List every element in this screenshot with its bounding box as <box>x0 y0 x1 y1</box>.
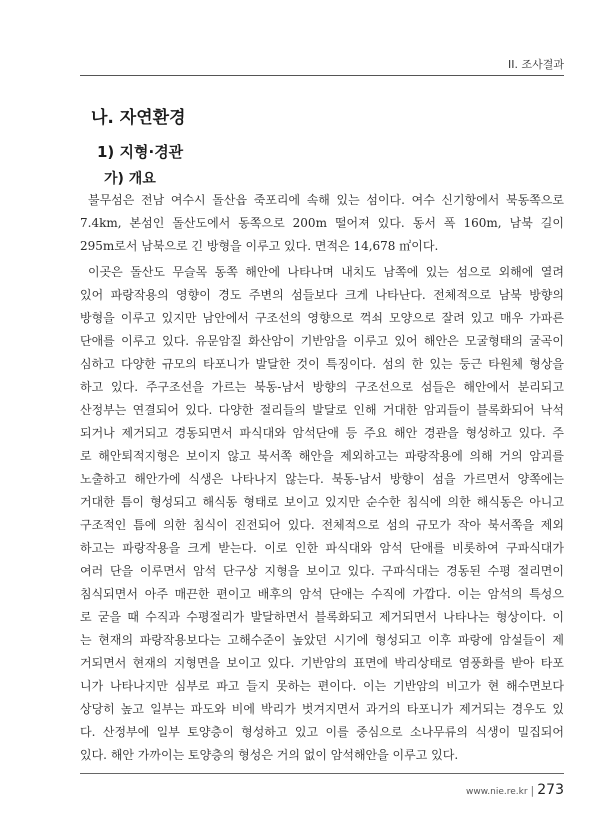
text-line: 여러 단을 이루면서 암석 단구상 지형을 보이고 있다. 구파식대는 경동된 수평 절리면이 <box>80 564 564 578</box>
text-line: 니가 나타나지만 심부로 파고 들지 못하는 편이다. 이는 기반암의 비고가 현 해수면보다 <box>80 679 564 693</box>
heading-overview: 가) 개요 <box>104 171 156 187</box>
text-line: 다. 산정부에 일부 토양층이 형성하고 있고 이를 중심으로 소나무류의 식생이 밀집되어 <box>80 725 564 739</box>
text-line: 노출하고 해안가에 식생은 나타나지 않는다. 북동-남서 방향이 섬을 가르면서 양쪽에는 <box>80 472 564 486</box>
text-line: 산정부는 연결되어 있다. 다양한 절리들의 발달로 인해 거대한 암괴들이 블록화되어 낙석 <box>80 403 564 417</box>
text-line: 방형을 이루고 있지만 남안에서 구조선의 영향으로 꺽쇠 모양으로 잘려 있고 매우 가파른 <box>80 311 564 325</box>
text-line: 침식되면서 아주 매끈한 편이고 배후의 암석 단애는 수직에 가깝다. 이는 암석의 특성으 <box>80 587 564 601</box>
text-line: 되거나 제거되고 경동되면서 파식대와 암석단애 등 주요 해안 경관을 형성하고 있다. 주 <box>80 426 564 440</box>
text-line: 있다. 해안 가까이는 토양층의 형성은 거의 없이 암석해안을 이루고 있다. <box>80 748 459 762</box>
text-line: 심하고 다양한 규모의 타포니가 발달한 것이 특징이다. 섬의 한 있는 둥근 타원체 형상을 <box>80 357 564 371</box>
text-line: 거대한 틈이 형성되고 해식동 형태로 보이고 있지만 순수한 침식에 의한 해식동은 아니고 <box>80 495 564 509</box>
text-line: 는 현재의 파랑작용보다는 고해수준이 높았던 시기에 형성되고 이후 파랑에 암설들이 제 <box>80 633 564 647</box>
heading-topography-landscape: 1) 지형·경관 <box>97 143 184 161</box>
text-line: 로 해안퇴적지형은 보이지 않고 북서쪽 해안을 제외하고는 파랑작용에 의해 거의 암괴를 <box>80 449 564 463</box>
paragraph-1 <box>80 189 564 258</box>
text-line: 하고는 파랑작용을 크게 받는다. 이로 인한 파식대와 암석 단애를 비롯하여 구파식대가 <box>80 541 564 555</box>
text-line: 상당히 높고 일부는 파도와 비에 박리가 벗겨지면서 과거의 타포니가 제거되는 경우도 있 <box>80 702 564 716</box>
heading-natural-environment: 나. 자연환경 <box>91 108 186 128</box>
text-line: 이곳은 돌산도 무슬목 동쪽 해안에 나타나며 내치도 남쪽에 있는 섬으로 외해에 열려 <box>88 265 564 279</box>
text-line: 있어 파랑작용의 영향이 경도 주변의 섬들보다 크게 나타난다. 전체적으로 남북 방향의 <box>80 288 564 302</box>
text-line: 295m로서 남북으로 긴 방형을 이루고 있다. 면적은 14,678 ㎡이다. <box>80 239 439 253</box>
text-line: 불무섬은 전남 여수시 돌산읍 죽포리에 속해 있는 섬이다. 여수 신기항에서 북동쪽으로 <box>88 193 564 207</box>
running-header <box>80 55 564 76</box>
text-line: 로 굳을 때 수직과 수평절리가 발달하면서 블록화되고 제거되면서 나타나는 형상이다. 이 <box>80 610 564 624</box>
text-line: 구조적인 틈에 의한 침식이 진전되어 있다. 전체적으로 섬의 규모가 작아 북서쪽을 제외 <box>80 518 564 532</box>
text-line: 7.4km, 본섬인 돌산도에서 동쪽으로 200m 떨어져 있다. 동서 폭 160m, 남북 길이 <box>80 216 564 230</box>
page-footer <box>466 779 564 798</box>
page-number: 273 <box>537 782 564 798</box>
footer-rule <box>80 773 564 774</box>
footer-separator: | <box>530 784 535 797</box>
footer-url: www.nie.re.kr <box>466 787 528 797</box>
text-line: 단애를 이루고 있다. 유문암질 화산암이 기반암을 이루고 있어 해안은 모굴형태의 굴곡이 <box>80 334 564 348</box>
text-line: 거되면서 현재의 지형면을 보이고 있다. 기반암의 표면에 박리상태로 염풍화를 받아 타포 <box>80 656 564 670</box>
section-label: II. 조사결과 <box>508 58 564 71</box>
text-line: 하고 있다. 주구조선을 가르는 북동-남서 방향의 구조선으로 섬들은 해안에서 분리되고 <box>80 380 564 394</box>
paragraph-2 <box>80 261 564 767</box>
